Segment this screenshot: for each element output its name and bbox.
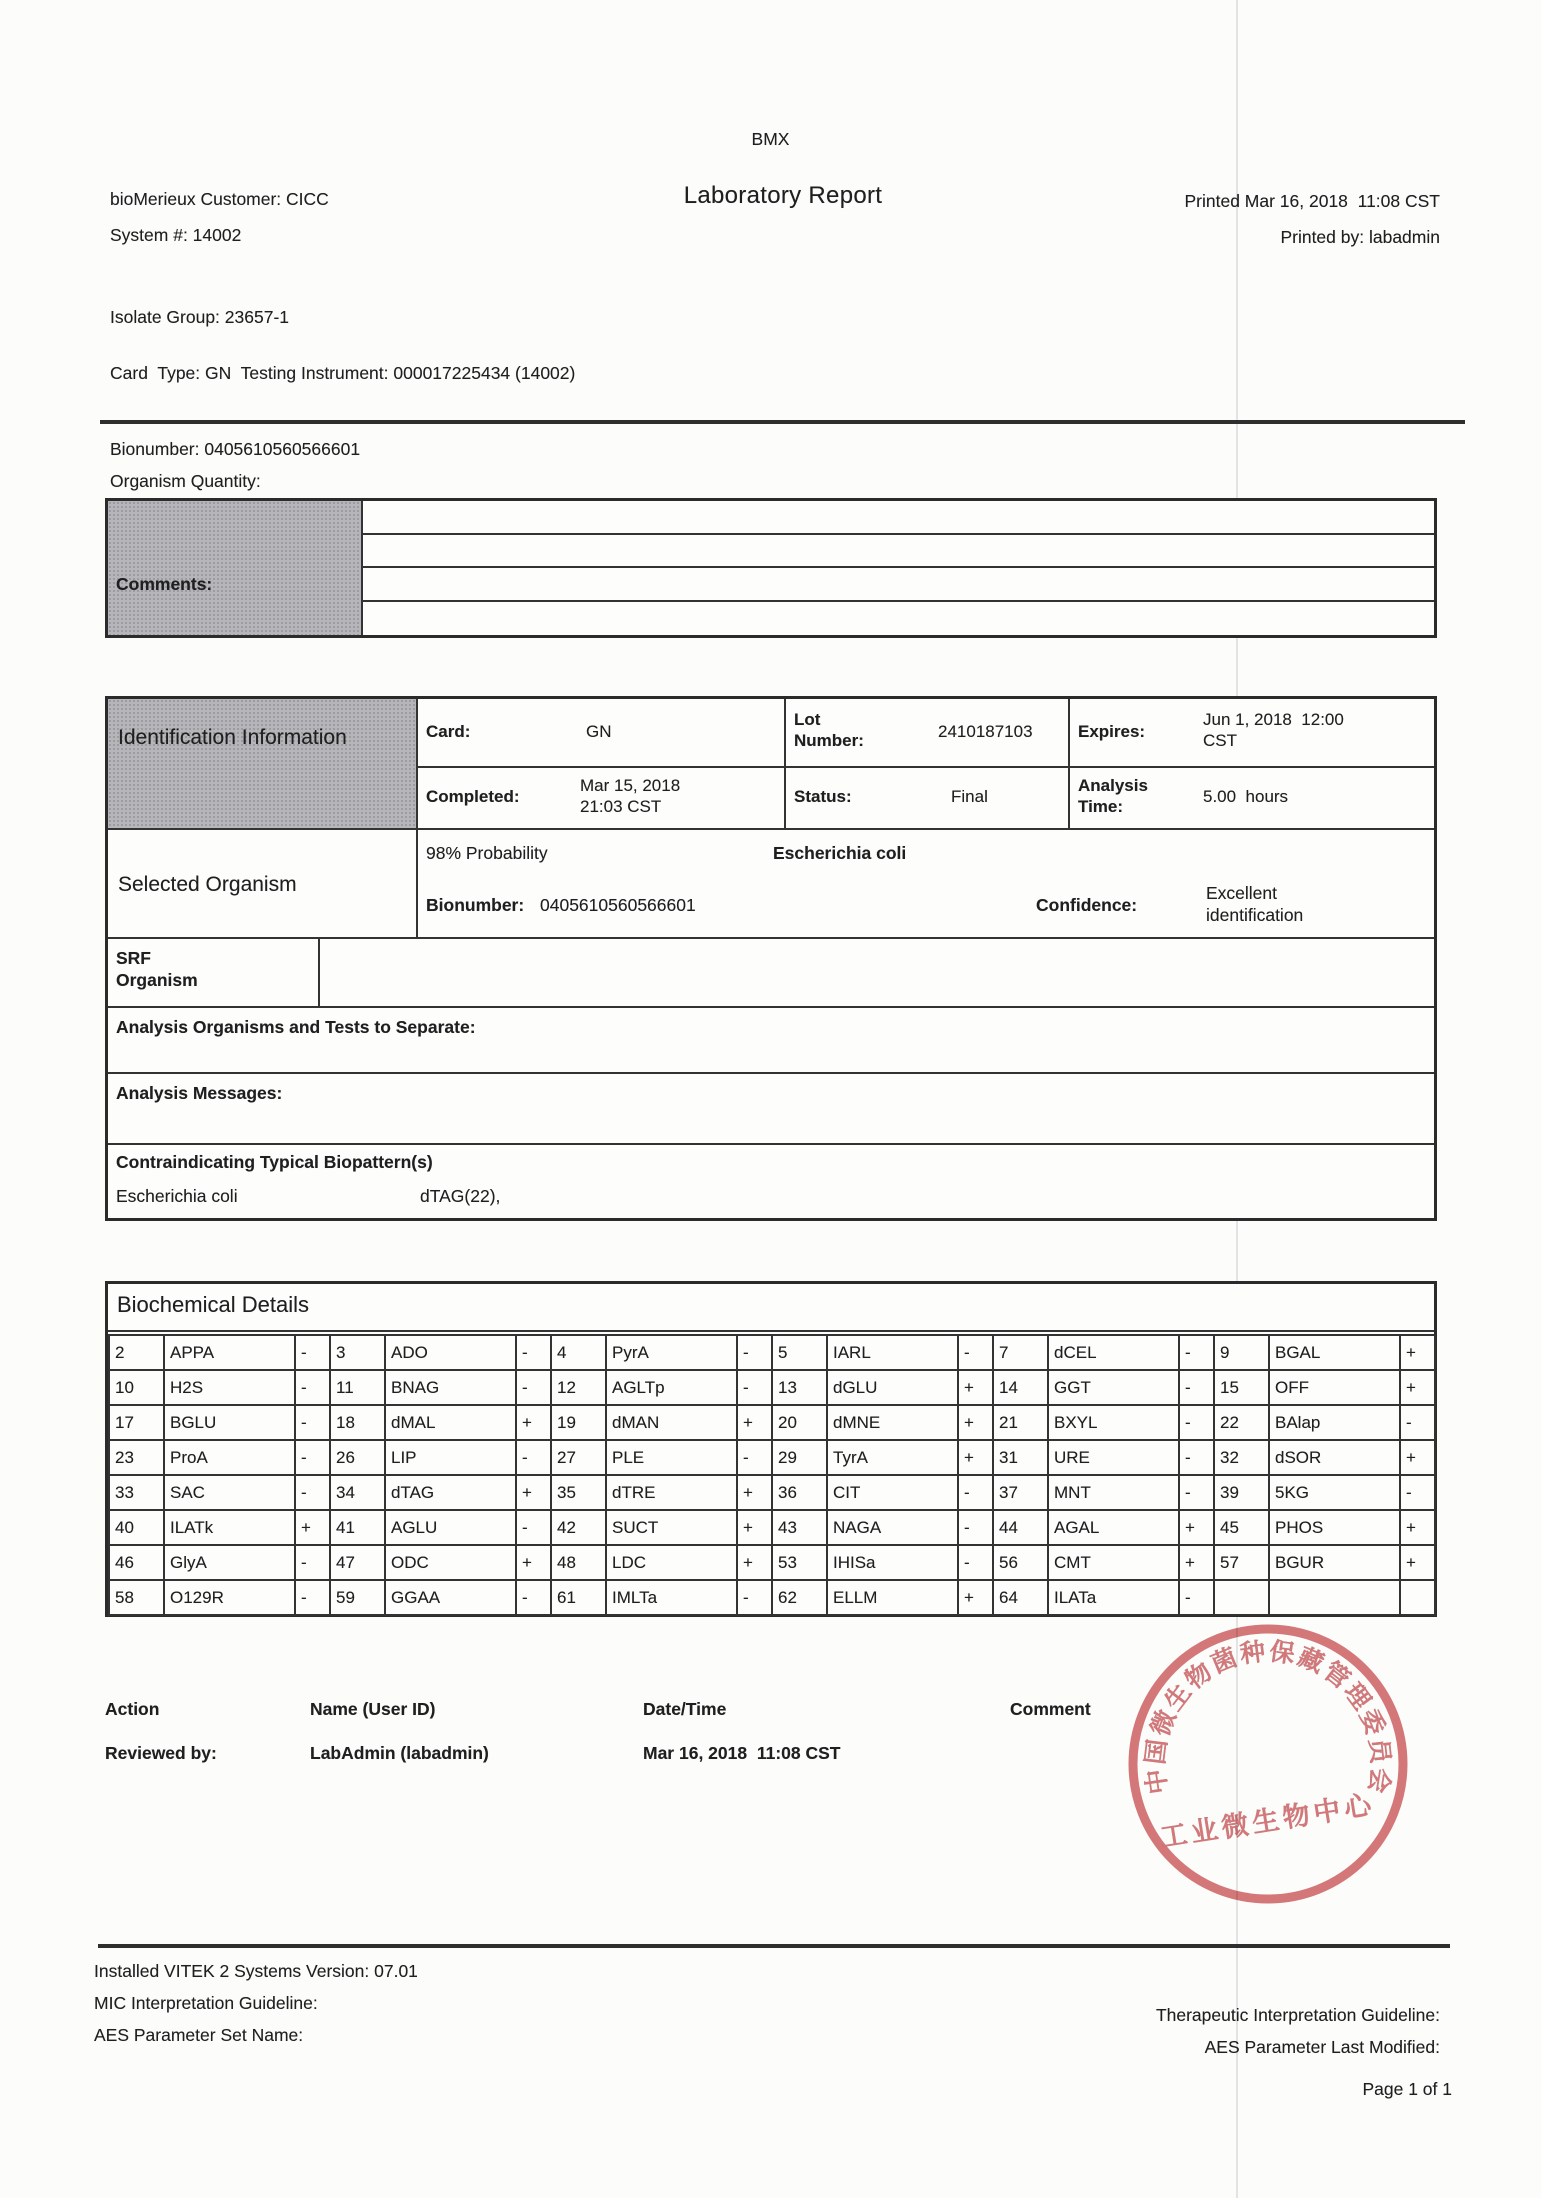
biochem-name: AGLU — [385, 1510, 516, 1545]
top-divider-rule — [100, 420, 1465, 424]
biochem-num: 62 — [772, 1580, 827, 1615]
biochem-name: NAGA — [827, 1510, 958, 1545]
completed-value: Mar 15, 2018 21:03 CST — [580, 776, 685, 816]
biochem-num: 53 — [772, 1545, 827, 1580]
analysis-time-value: 5.00 hours — [1203, 787, 1289, 806]
organism-name: Escherichia coli — [773, 843, 907, 863]
biochem-num: 22 — [1214, 1405, 1269, 1440]
isolate-group-line: Isolate Group: 23657-1 — [110, 307, 290, 327]
printed-by-line: Printed by: labadmin — [1280, 227, 1440, 247]
biochem-result: - — [1400, 1405, 1435, 1440]
comment-row — [363, 568, 1434, 602]
biochem-num: 56 — [993, 1545, 1048, 1580]
biochem-result: - — [516, 1510, 551, 1545]
biochem-num: 9 — [1214, 1335, 1269, 1370]
biochem-result: - — [1179, 1335, 1214, 1370]
probability-value: 98% Probability — [426, 843, 548, 863]
status-value: Final — [951, 787, 988, 806]
biochem-num: 59 — [330, 1580, 385, 1615]
biochem-num: 4 — [551, 1335, 606, 1370]
biochem-num: 20 — [772, 1405, 827, 1440]
biochem-num: 45 — [1214, 1510, 1269, 1545]
biochem-name: dCEL — [1048, 1335, 1179, 1370]
comment-row — [363, 535, 1434, 569]
footer-version-line: Installed VITEK 2 Systems Version: 07.01 — [94, 1961, 418, 1981]
footer-divider-rule — [98, 1944, 1450, 1948]
srf-organism-value-cell — [320, 939, 1434, 1008]
biochem-result: - — [1179, 1405, 1214, 1440]
biochem-result: - — [737, 1335, 772, 1370]
analysis-organisms-label: Analysis Organisms and Tests to Separate: — [116, 1017, 476, 1037]
analysis-organisms-cell — [108, 1008, 1434, 1074]
biochem-name: GlyA — [164, 1545, 295, 1580]
biochem-result: - — [516, 1440, 551, 1475]
biochem-result: - — [295, 1405, 330, 1440]
biochem-name: OFF — [1269, 1370, 1400, 1405]
name-header: Name (User ID) — [310, 1699, 436, 1719]
biochem-num: 47 — [330, 1545, 385, 1580]
biochem-num: 3 — [330, 1335, 385, 1370]
biochem-result — [1400, 1580, 1435, 1615]
biochem-result: + — [516, 1545, 551, 1580]
srf-organism-label: SRF Organism — [116, 948, 198, 990]
biochem-num: 17 — [109, 1405, 164, 1440]
lot-number-value: 2410187103 — [938, 722, 1033, 741]
biochem-name: BNAG — [385, 1370, 516, 1405]
action-value: Reviewed by: — [105, 1743, 217, 1763]
biochem-num: 18 — [330, 1405, 385, 1440]
analysis-time-label: Analysis Time: — [1078, 776, 1148, 816]
biochem-row — [109, 1370, 1435, 1405]
biochem-name: IHISa — [827, 1545, 958, 1580]
biochem-name: BGAL — [1269, 1335, 1400, 1370]
biochem-name: dMAN — [606, 1405, 737, 1440]
card-type-line: Card Type: GN Testing Instrument: 000017225434 (14002) — [110, 363, 576, 383]
biochem-tbody — [109, 1335, 1435, 1615]
identification-section-cell — [108, 699, 418, 830]
biochem-num: 34 — [330, 1475, 385, 1510]
biochem-num: 44 — [993, 1510, 1048, 1545]
biochemical-table — [105, 1281, 1437, 1617]
biochem-name: LIP — [385, 1440, 516, 1475]
completed-label: Completed: — [426, 787, 520, 806]
biochem-result: + — [516, 1475, 551, 1510]
contraindicating-tests: dTAG(22), — [420, 1186, 501, 1206]
biochem-result: + — [737, 1475, 772, 1510]
brand-text: BMX — [751, 129, 790, 149]
status-label: Status: — [794, 787, 852, 806]
biochem-result: + — [1400, 1370, 1435, 1405]
card-value: GN — [586, 722, 612, 741]
biochem-row — [109, 1580, 1435, 1615]
biochem-name: ADO — [385, 1335, 516, 1370]
biochem-result: + — [958, 1405, 993, 1440]
printed-line: Printed Mar 16, 2018 11:08 CST — [1184, 191, 1440, 211]
biochem-num: 32 — [1214, 1440, 1269, 1475]
biochem-name: CMT — [1048, 1545, 1179, 1580]
selected-bionumber-label: Bionumber: — [426, 895, 525, 915]
biochem-num: 43 — [772, 1510, 827, 1545]
biochem-num: 36 — [772, 1475, 827, 1510]
expires-label: Expires: — [1078, 722, 1146, 741]
biochemical-title-cell — [108, 1284, 1434, 1332]
biochem-name: PLE — [606, 1440, 737, 1475]
biochem-name: SUCT — [606, 1510, 737, 1545]
biochem-name: dMAL — [385, 1405, 516, 1440]
biochem-num: 46 — [109, 1545, 164, 1580]
biochem-num: 10 — [109, 1370, 164, 1405]
biochem-num: 14 — [993, 1370, 1048, 1405]
biochem-result: + — [1400, 1510, 1435, 1545]
biochem-num: 35 — [551, 1475, 606, 1510]
comment-row — [363, 501, 1434, 535]
biochem-result: - — [1179, 1370, 1214, 1405]
biochem-num: 2 — [109, 1335, 164, 1370]
biochem-result: - — [737, 1580, 772, 1615]
biochem-name: IMLTa — [606, 1580, 737, 1615]
biochem-num: 37 — [993, 1475, 1048, 1510]
datetime-value: Mar 16, 2018 11:08 CST — [643, 1743, 841, 1763]
biochem-name: dSOR — [1269, 1440, 1400, 1475]
biochem-name: 5KG — [1269, 1475, 1400, 1510]
biochem-result: + — [295, 1510, 330, 1545]
biochem-name: ProA — [164, 1440, 295, 1475]
datetime-header: Date/Time — [643, 1699, 727, 1719]
biochem-result: + — [737, 1405, 772, 1440]
comments-rows — [363, 501, 1434, 635]
biochem-num: 15 — [1214, 1370, 1269, 1405]
biochem-num: 57 — [1214, 1545, 1269, 1580]
stamp-arc-text: 中国微生物菌种保藏管理委员会 — [1141, 1637, 1395, 1798]
biochem-name: IARL — [827, 1335, 958, 1370]
biochem-row — [109, 1545, 1435, 1580]
analysis-messages-label: Analysis Messages: — [116, 1083, 283, 1103]
biochem-num: 21 — [993, 1405, 1048, 1440]
biochem-num: 64 — [993, 1580, 1048, 1615]
biochem-name: dTAG — [385, 1475, 516, 1510]
biochemical-grid — [108, 1334, 1436, 1616]
comment-header: Comment — [1010, 1699, 1091, 1719]
selected-organism-content-cell — [418, 830, 1434, 939]
page-number: Page 1 of 1 — [1362, 2079, 1452, 2099]
biochem-name: BXYL — [1048, 1405, 1179, 1440]
biochem-result: - — [295, 1335, 330, 1370]
biochem-row — [109, 1335, 1435, 1370]
red-seal-stamp — [1122, 1618, 1414, 1910]
biochem-name: dGLU — [827, 1370, 958, 1405]
analysis-messages-cell — [108, 1074, 1434, 1145]
biochem-result: - — [1179, 1440, 1214, 1475]
biochem-result: + — [958, 1580, 993, 1615]
comment-row — [363, 602, 1434, 636]
contraindicating-organism: Escherichia coli — [116, 1186, 238, 1206]
biochem-num: 31 — [993, 1440, 1048, 1475]
biochem-result: - — [295, 1370, 330, 1405]
biochem-name — [1269, 1580, 1400, 1615]
biochem-result: + — [1400, 1440, 1435, 1475]
biochem-num: 26 — [330, 1440, 385, 1475]
biochem-result: - — [1400, 1475, 1435, 1510]
contraindicating-label: Contraindicating Typical Biopattern(s) — [116, 1152, 433, 1172]
biochem-result: - — [958, 1335, 993, 1370]
biochem-num: 13 — [772, 1370, 827, 1405]
card-cell — [418, 699, 786, 768]
biochem-row — [109, 1440, 1435, 1475]
biochem-result: + — [737, 1545, 772, 1580]
biochem-num: 58 — [109, 1580, 164, 1615]
expires-value: Jun 1, 2018 12:00 CST — [1203, 710, 1349, 750]
footer-aes-modified-line: AES Parameter Last Modified: — [1204, 2037, 1440, 2057]
biochem-name: O129R — [164, 1580, 295, 1615]
biochem-name: ILATa — [1048, 1580, 1179, 1615]
completed-cell — [418, 768, 786, 830]
biochem-name: AGAL — [1048, 1510, 1179, 1545]
selected-organism-label: Selected Organism — [118, 873, 297, 896]
biochem-result: - — [737, 1440, 772, 1475]
card-label: Card: — [426, 722, 471, 741]
analysis-time-cell — [1070, 768, 1434, 830]
biochem-result: + — [737, 1510, 772, 1545]
biochem-num: 23 — [109, 1440, 164, 1475]
biochem-result: - — [1179, 1580, 1214, 1615]
biochem-num: 40 — [109, 1510, 164, 1545]
biochem-result: - — [958, 1510, 993, 1545]
biochem-num — [1214, 1580, 1269, 1615]
biochem-result: + — [958, 1370, 993, 1405]
biochem-name: BGLU — [164, 1405, 295, 1440]
biochem-name: GGT — [1048, 1370, 1179, 1405]
biochem-name: CIT — [827, 1475, 958, 1510]
biochem-result: - — [295, 1580, 330, 1615]
biochem-row — [109, 1475, 1435, 1510]
biochem-row — [109, 1510, 1435, 1545]
confidence-value: Excellent identification — [1206, 883, 1304, 925]
system-line: System #: 14002 — [110, 225, 242, 245]
biochem-num: 5 — [772, 1335, 827, 1370]
comments-label-cell — [108, 501, 363, 635]
footer-mic-line: MIC Interpretation Guideline: — [94, 1993, 318, 2013]
biochem-name: AGLTp — [606, 1370, 737, 1405]
biochem-result: - — [295, 1475, 330, 1510]
biochem-result: - — [516, 1580, 551, 1615]
biochem-name: PyrA — [606, 1335, 737, 1370]
biochem-num: 33 — [109, 1475, 164, 1510]
biochem-name: PHOS — [1269, 1510, 1400, 1545]
biochem-num: 19 — [551, 1405, 606, 1440]
biochem-num: 42 — [551, 1510, 606, 1545]
footer-therapeutic-line: Therapeutic Interpretation Guideline: — [1155, 2005, 1440, 2025]
biochem-result: - — [737, 1370, 772, 1405]
stamp-center-text: 工业微生物中心 — [1158, 1789, 1378, 1853]
biochem-name: BGUR — [1269, 1545, 1400, 1580]
confidence-label: Confidence: — [1036, 895, 1138, 915]
comments-table — [105, 498, 1437, 638]
biochem-name: GGAA — [385, 1580, 516, 1615]
bionumber-line: Bionumber: 0405610560566601 — [110, 439, 361, 459]
biochem-num: 61 — [551, 1580, 606, 1615]
biochem-name: TyrA — [827, 1440, 958, 1475]
identification-section-label: Identification Information — [118, 726, 347, 749]
biochem-result: + — [958, 1440, 993, 1475]
biochem-name: dMNE — [827, 1405, 958, 1440]
biochem-name: MNT — [1048, 1475, 1179, 1510]
biochem-result: - — [295, 1545, 330, 1580]
biochem-result: - — [958, 1475, 993, 1510]
biochem-result: - — [295, 1440, 330, 1475]
biochem-num: 39 — [1214, 1475, 1269, 1510]
contraindicating-cell — [108, 1145, 1434, 1218]
biochem-name: ILATk — [164, 1510, 295, 1545]
identification-table — [105, 696, 1437, 1221]
biochem-name: H2S — [164, 1370, 295, 1405]
biochem-result: + — [1400, 1545, 1435, 1580]
action-header: Action — [105, 1699, 160, 1719]
biochem-result: - — [958, 1545, 993, 1580]
biochemical-title: Biochemical Details — [117, 1292, 309, 1317]
biochem-name: dTRE — [606, 1475, 737, 1510]
biochem-name: ODC — [385, 1545, 516, 1580]
selected-bionumber-value: 0405610560566601 — [540, 895, 696, 915]
biochem-name: SAC — [164, 1475, 295, 1510]
biochem-num: 11 — [330, 1370, 385, 1405]
biochem-num: 48 — [551, 1545, 606, 1580]
biochem-row — [109, 1405, 1435, 1440]
lot-number-label: Lot Number: — [794, 710, 864, 750]
biochem-result: - — [1179, 1475, 1214, 1510]
expires-cell — [1070, 699, 1434, 768]
biochem-result: - — [516, 1370, 551, 1405]
biochem-result: + — [1179, 1545, 1214, 1580]
report-title: Laboratory Report — [683, 182, 883, 209]
selected-organism-label-cell — [108, 830, 418, 939]
biochem-result: + — [1179, 1510, 1214, 1545]
biochem-name: BAlap — [1269, 1405, 1400, 1440]
organism-quantity-line: Organism Quantity: — [110, 471, 261, 491]
biochem-result: - — [516, 1335, 551, 1370]
biochem-num: 29 — [772, 1440, 827, 1475]
biochem-result: + — [516, 1405, 551, 1440]
status-cell — [786, 768, 1070, 830]
biochem-result: + — [1400, 1335, 1435, 1370]
srf-organism-cell — [108, 939, 320, 1008]
biochem-name: URE — [1048, 1440, 1179, 1475]
customer-line: bioMerieux Customer: CICC — [110, 189, 329, 209]
biochem-num: 12 — [551, 1370, 606, 1405]
biochem-name: APPA — [164, 1335, 295, 1370]
biochem-num: 41 — [330, 1510, 385, 1545]
comments-label: Comments: — [116, 574, 213, 594]
biochem-name: ELLM — [827, 1580, 958, 1615]
stamp-ring — [1133, 1629, 1403, 1899]
footer-aes-set-line: AES Parameter Set Name: — [94, 2025, 304, 2045]
biochem-num: 27 — [551, 1440, 606, 1475]
lot-number-cell — [786, 699, 1070, 768]
name-value: LabAdmin (labadmin) — [310, 1743, 489, 1763]
biochem-name: LDC — [606, 1545, 737, 1580]
biochem-num: 7 — [993, 1335, 1048, 1370]
